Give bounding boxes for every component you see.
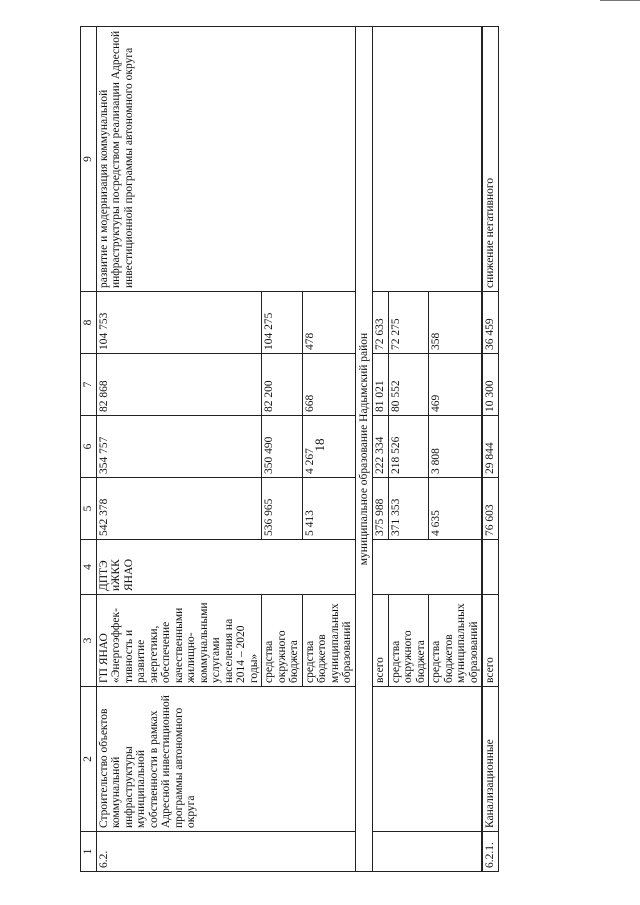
col-header: 2 <box>81 687 97 832</box>
cell-v8: 36 459 <box>482 292 498 354</box>
table-wrap <box>80 27 580 872</box>
cell-v8: 72 633 <box>373 292 389 354</box>
col-header: 1 <box>81 832 97 872</box>
row-result: снижение негативного <box>482 27 498 292</box>
cell-v6: 3 808 <box>429 416 483 478</box>
cell-v7: 10 300 <box>482 354 498 416</box>
empty-cell <box>373 540 483 595</box>
corner-line <box>600 0 640 1</box>
cell-v8: 72 275 <box>388 292 429 354</box>
row-program: средства бюджетов муниципальных образований <box>302 595 355 687</box>
col-header: 8 <box>81 292 97 354</box>
cell-v8: 358 <box>429 292 483 354</box>
cell-v6: 222 334 <box>373 416 389 478</box>
empty-cell <box>373 832 483 872</box>
cell-v6: 29 844 <box>482 416 498 478</box>
cell-v7: 82 200 <box>262 354 303 416</box>
row-program: ГП ЯНАО «Энергоэффек-тивность и развитие энергетики, обеспечение качественными жилищно-коммунальными услугами населения на 2014 – 2020 годы» <box>96 595 262 687</box>
cell-v5: 76 603 <box>482 478 498 540</box>
program-table <box>80 26 499 872</box>
cell-v8: 104 275 <box>262 292 303 354</box>
cell-v5: 536 965 <box>262 478 303 540</box>
row-program: средства окружного бюджета <box>262 595 303 687</box>
row-program: всего <box>373 595 389 687</box>
cell-v5: 542 378 <box>96 478 262 540</box>
row-executor: ДПТЭ иЖКК ЯНАО <box>96 540 355 595</box>
table-row <box>96 27 262 872</box>
table-row <box>373 27 389 872</box>
cell-v5: 4 635 <box>429 478 483 540</box>
col-header: 4 <box>81 540 97 595</box>
cell-v7: 82 868 <box>96 354 262 416</box>
row-name: Строительство объектов коммунальной инфраструктуры муниципальной собственности в рамках Адресной инвестиционной программы автономного округа <box>96 687 355 832</box>
cell-v6: 4 267 <box>302 416 355 478</box>
empty-cell <box>373 687 483 832</box>
empty-cell <box>482 540 498 595</box>
cell-v5: 371 353 <box>388 478 429 540</box>
col-header: 3 <box>81 595 97 687</box>
page-number: 18 <box>312 438 327 452</box>
row-program: средства окружного бюджета <box>388 595 429 687</box>
row-name: Канализационные <box>482 687 498 832</box>
row-program: средства бюджетов муниципальных образований <box>429 595 483 687</box>
col-header: 5 <box>81 478 97 540</box>
row-result: развитие и модернизация коммунальной инфраструктуры посредством реализации Адресной инвестиционной программы автономного округа <box>96 27 355 292</box>
col-header: 6 <box>81 416 97 478</box>
table-row <box>482 27 498 872</box>
cell-v7: 668 <box>302 354 355 416</box>
cell-v8: 104 753 <box>96 292 262 354</box>
empty-cell <box>373 27 483 292</box>
row-id: 6.2.1. <box>482 832 498 872</box>
header-row <box>81 27 97 872</box>
cell-v6: 218 526 <box>388 416 429 478</box>
cell-v5: 5 413 <box>302 478 355 540</box>
row-program: всего <box>482 595 498 687</box>
cell-v8: 478 <box>302 292 355 354</box>
col-header: 7 <box>81 354 97 416</box>
cell-v7: 469 <box>429 354 483 416</box>
cell-v6: 354 757 <box>96 416 262 478</box>
cell-v7: 81 021 <box>373 354 389 416</box>
section-row <box>355 27 373 872</box>
cell-v7: 80 552 <box>388 354 429 416</box>
row-id: 6.2. <box>96 832 355 872</box>
cell-v5: 375 988 <box>373 478 389 540</box>
section-title: муниципальное образование Надымский район <box>355 27 373 872</box>
col-header: 9 <box>81 27 97 292</box>
cell-v6: 350 490 <box>262 416 303 478</box>
